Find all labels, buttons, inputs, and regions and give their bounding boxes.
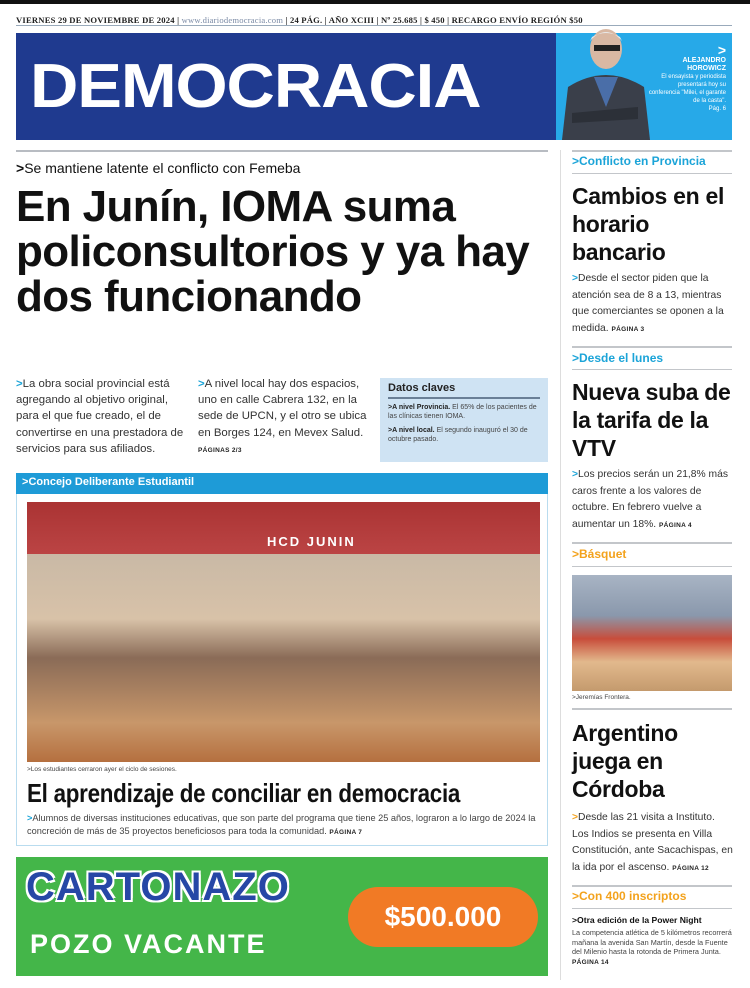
photo-caption: >Los estudiantes cerraron ayer el ciclo de sesiones. xyxy=(27,766,177,773)
dateline: VIERNES 29 DE NOVIEMBRE DE 2024 | www.diariodemocracia.com | 24 PÁG. | AÑO XCIII | Nº 25.685 | $ 450 | RECARGO ENVÍO REGIÓN $50 xyxy=(16,15,732,26)
teaser[interactable] xyxy=(646,43,726,113)
key-facts-title: Datos claves xyxy=(388,384,540,399)
sidebar-body: >Desde las 21 visita a Instituto. Los Indios se presenta en Villa Constitución, ante Sacachispas, en la ida por el ascenso. PÁGINA 12 xyxy=(572,812,733,873)
column-divider xyxy=(560,150,561,980)
main-headline[interactable]: En Junín, IOMA suma policonsultorios y ya hay dos funcionando xyxy=(16,182,530,321)
key-facts-box xyxy=(380,378,548,462)
top-border xyxy=(0,0,750,4)
year: AÑO XCIII xyxy=(328,15,375,25)
main-body-col1: >La obra social provincial está agregando al objetivo original, para el que fue creado, el de convertirse en una prestadora de servicios para sus afiliados. xyxy=(16,378,184,455)
ad-amount: $500.000 xyxy=(348,887,538,947)
divider xyxy=(572,150,732,152)
divider xyxy=(572,369,732,370)
students-photo[interactable] xyxy=(27,502,540,762)
photo-caption: >Jeremías Frontera. xyxy=(572,694,631,701)
sidebar-headline[interactable]: Argentino juega en Córdoba xyxy=(572,720,678,802)
main-kicker: >Se mantiene latente el conflicto con Femeba xyxy=(16,160,301,176)
concejo-headline[interactable]: El aprendizaje de conciliar en democracia xyxy=(27,778,461,808)
advertisement[interactable] xyxy=(16,857,548,976)
issue-number: Nº 25.685 xyxy=(381,15,418,25)
sidebar-body: >Desde el sector piden que la atención sea de 8 a 13, mientras que comerciantes se oponen a la medida. PÁGINA 3 xyxy=(572,273,724,334)
sidebar-headline[interactable]: Cambios en el horario bancario xyxy=(572,183,725,265)
divider xyxy=(572,542,732,544)
basketball-photo[interactable] xyxy=(572,575,732,691)
page-count: 24 PÁG. xyxy=(289,15,323,25)
key-fact: >A nivel local. El segundo inauguró el 30 de octubre pasado. xyxy=(388,426,528,443)
ad-brand: CARTONAZO xyxy=(26,865,290,909)
sidebar-kicker: >Desde el lunes xyxy=(572,351,664,365)
divider xyxy=(572,346,732,348)
section-bar: >Concejo Deliberante Estudiantil xyxy=(16,473,548,494)
price: $ 450 xyxy=(424,15,445,25)
divider xyxy=(16,150,548,152)
website-link[interactable]: www.diariodemocracia.com xyxy=(181,15,284,25)
surcharge: RECARGO ENVÍO REGIÓN $50 xyxy=(451,15,583,25)
divider xyxy=(572,566,732,567)
arrow-icon: > xyxy=(717,42,726,58)
main-body-col2: >A nivel local hay dos espacios, uno en calle Cabrera 132, en la sede de UPCN, y el otro se ubica en Borges 124, en Mevex Salud. PÁGINAS 2/3 xyxy=(198,378,367,454)
sidebar-headline[interactable]: Nueva suba de la tarifa de la VTV xyxy=(572,379,731,461)
page-ref: PÁGINAS 2/3 xyxy=(198,446,242,454)
divider xyxy=(572,708,732,710)
teaser-text: El ensayista y periodista presentará hoy su conferencia "Milei, el garante de la casta". xyxy=(648,74,726,104)
sidebar-body: >Los precios serán un 21,8% más caros frente a los valores de octubre. En febrero vuelve a aumentar un 18%. PÁGINA 4 xyxy=(572,469,728,530)
sidebar-kicker: >Conflicto en Provincia xyxy=(572,154,706,168)
sidebar-kicker: >Con 400 inscriptos xyxy=(572,889,687,903)
masthead xyxy=(16,33,732,140)
divider xyxy=(572,908,732,909)
person-photo xyxy=(554,27,654,140)
page-ref: PÁGINA 7 xyxy=(329,829,363,836)
photo-sign: HCD JUNIN xyxy=(267,534,356,549)
sidebar-kicker: >Básquet xyxy=(572,547,627,561)
date: VIERNES 29 DE NOVIEMBRE DE 2024 xyxy=(16,15,175,25)
key-fact: >A nivel Provincia. El 65% de los pacientes de las clínicas tienen IOMA. xyxy=(388,403,537,420)
brief-title[interactable]: >Otra edición de la Power Night xyxy=(572,915,702,925)
concejo-body: >Alumnos de diversas instituciones educativas, que son parte del programa que tiene 25 años, lograron a lo largo de 2024 la concreción de más de 35 proyectos beneficiosos para toda la comunidad. PÁGINA 7 xyxy=(27,813,536,836)
divider xyxy=(572,885,732,887)
divider xyxy=(572,173,732,174)
brief-body: La competencia atlética de 5 kilómetros recorrerá mañana la avenida San Martín, desde la Fuente del Milenio hasta la rotonda de Primera Junta. PÁGINA 14 xyxy=(572,928,732,966)
logo: DEMOCRACIA xyxy=(30,52,481,121)
teaser-page: Pág. 6 xyxy=(708,106,726,112)
ad-subtitle: POZO VACANTE xyxy=(30,929,267,959)
teaser-name: ALEJANDRO HOROWICZ xyxy=(682,57,726,72)
